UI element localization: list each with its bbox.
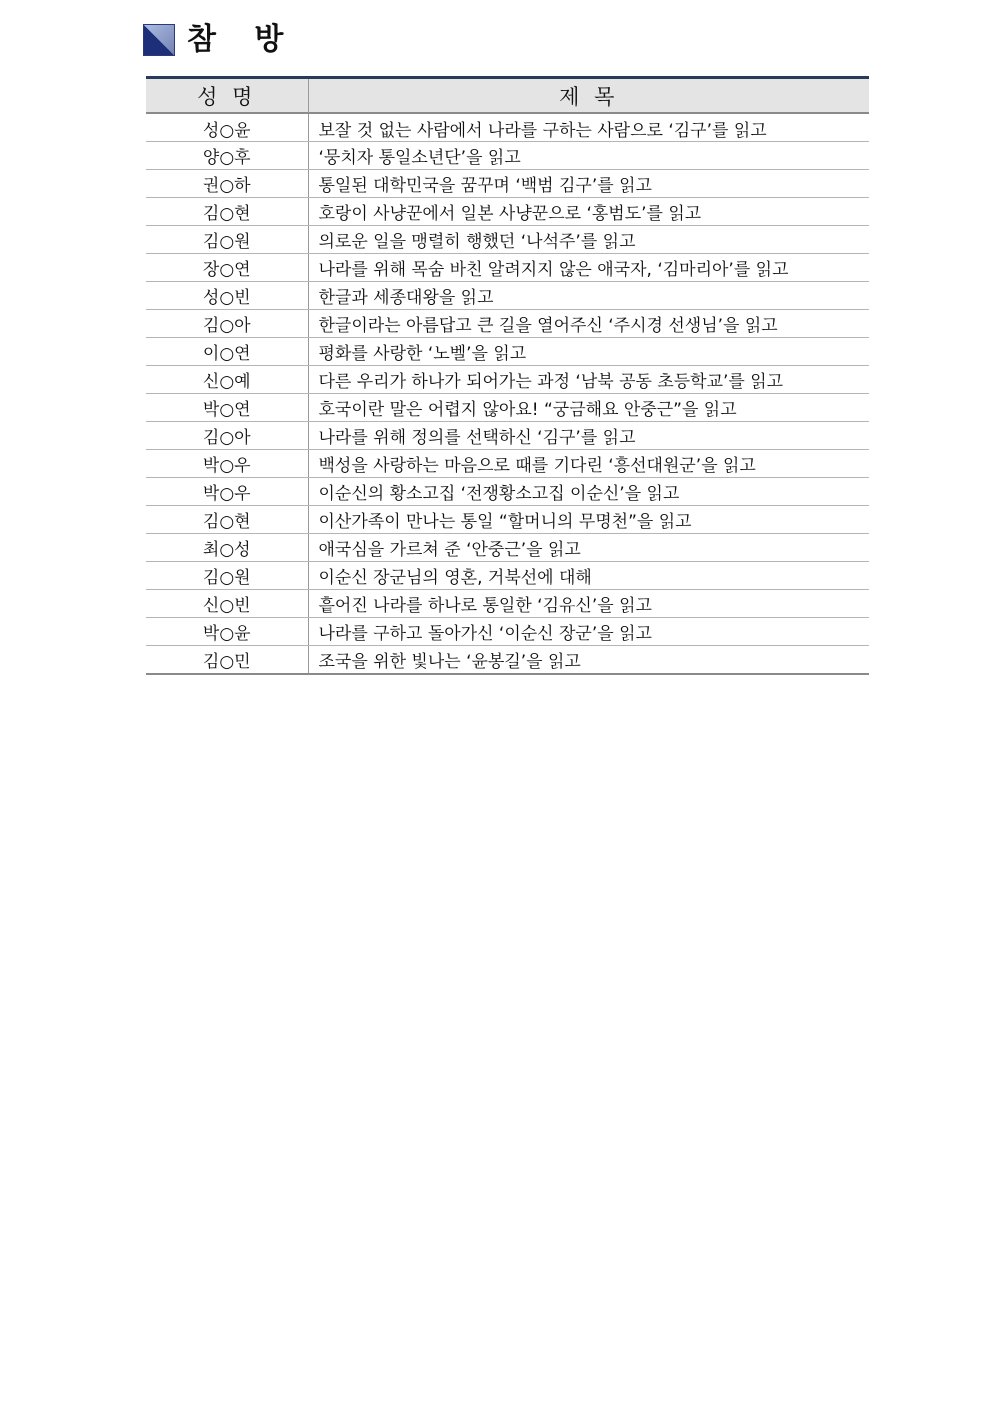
table-row — [146, 618, 869, 646]
essay-title-cell: 백성을 사랑하는 마음으로 때를 기다린 ‘흥선대원군’을 읽고 — [308, 450, 869, 478]
section-heading — [143, 20, 297, 60]
author-name-cell: 이○연 — [146, 338, 308, 366]
essay-title-cell: 이산가족이 만나는 통일 “할머니의 무명천”을 읽고 — [308, 506, 869, 534]
table-row — [146, 394, 869, 422]
essay-title-cell: 조국을 위한 빛나는 ‘윤봉길’을 읽고 — [308, 646, 869, 675]
author-name-cell: 김○원 — [146, 562, 308, 590]
section-title: 참 방 — [187, 22, 298, 57]
essay-title-cell: 흩어진 나라를 하나로 통일한 ‘김유신’을 읽고 — [308, 590, 869, 618]
table-row — [146, 310, 869, 338]
essay-title-cell: 통일된 대학민국을 꿈꾸며 ‘백범 김구’를 읽고 — [308, 170, 869, 198]
essay-title-cell: 호랑이 사냥꾼에서 일본 사냥꾼으로 ‘홍범도’를 읽고 — [308, 198, 869, 226]
table-row — [146, 254, 869, 282]
essay-title-cell: 나라를 위해 정의를 선택하신 ‘김구’를 읽고 — [308, 422, 869, 450]
table-row — [146, 226, 869, 254]
author-name-cell: 박○연 — [146, 394, 308, 422]
table-header-row — [146, 79, 869, 113]
essay-title-cell: 호국이란 말은 어렵지 않아요! “궁금해요 안중근”을 읽고 — [308, 394, 869, 422]
author-name-cell: 김○현 — [146, 198, 308, 226]
essay-title-cell: 의로운 일을 맹렬히 행했던 ‘나석주’를 읽고 — [308, 226, 869, 254]
author-name-cell: 김○아 — [146, 310, 308, 338]
author-name-cell: 김○현 — [146, 506, 308, 534]
author-name-cell: 김○원 — [146, 226, 308, 254]
author-name-cell: 성○윤 — [146, 116, 308, 142]
table-row — [146, 646, 869, 675]
table-row — [146, 422, 869, 450]
essay-title-cell: 다른 우리가 하나가 되어가는 과정 ‘남북 공동 초등학교’를 읽고 — [308, 366, 869, 394]
essay-title-cell: 평화를 사랑한 ‘노벨’을 읽고 — [308, 338, 869, 366]
essay-title-cell: 보잘 것 없는 사람에서 나라를 구하는 사람으로 ‘김구’를 읽고 — [308, 116, 869, 142]
author-name-cell: 최○성 — [146, 534, 308, 562]
essay-title-cell: ‘뭉치자 통일소년단’을 읽고 — [308, 142, 869, 170]
table-row — [146, 534, 869, 562]
table-row — [146, 590, 869, 618]
table-row — [146, 116, 869, 142]
table-row — [146, 366, 869, 394]
table-row — [146, 170, 869, 198]
essay-title-cell: 이순신 장군님의 영혼, 거북선에 대해 — [308, 562, 869, 590]
essay-title-cell: 나라를 구하고 돌아가신 ‘이순신 장군’을 읽고 — [308, 618, 869, 646]
essay-title-cell: 이순신의 황소고집 ‘전쟁황소고집 이순신’을 읽고 — [308, 478, 869, 506]
author-name-cell: 신○예 — [146, 366, 308, 394]
table-row — [146, 562, 869, 590]
essay-title-cell: 한글이라는 아름답고 큰 길을 열어주신 ‘주시경 선생님’을 읽고 — [308, 310, 869, 338]
column-header-name: 성 명 — [146, 79, 308, 113]
essay-title-cell: 나라를 위해 목숨 바친 알려지지 않은 애국자, ‘김마리아’를 읽고 — [308, 254, 869, 282]
table-row — [146, 282, 869, 310]
column-header-title: 제 목 — [308, 79, 869, 113]
author-name-cell: 박○윤 — [146, 618, 308, 646]
table-row — [146, 506, 869, 534]
participants-table-container — [146, 76, 869, 675]
blue-square-bullet-icon — [143, 24, 175, 56]
author-name-cell: 양○후 — [146, 142, 308, 170]
author-name-cell: 박○우 — [146, 450, 308, 478]
table-row — [146, 450, 869, 478]
table-row — [146, 142, 869, 170]
author-name-cell: 박○우 — [146, 478, 308, 506]
table-row — [146, 478, 869, 506]
table-body — [146, 116, 869, 674]
table-row — [146, 198, 869, 226]
author-name-cell: 장○연 — [146, 254, 308, 282]
author-name-cell: 김○아 — [146, 422, 308, 450]
table-row — [146, 338, 869, 366]
author-name-cell: 권○하 — [146, 170, 308, 198]
essay-title-cell: 한글과 세종대왕을 읽고 — [308, 282, 869, 310]
author-name-cell: 신○빈 — [146, 590, 308, 618]
participants-table — [146, 76, 869, 675]
author-name-cell: 성○빈 — [146, 282, 308, 310]
essay-title-cell: 애국심을 가르쳐 준 ‘안중근’을 읽고 — [308, 534, 869, 562]
author-name-cell: 김○민 — [146, 646, 308, 675]
